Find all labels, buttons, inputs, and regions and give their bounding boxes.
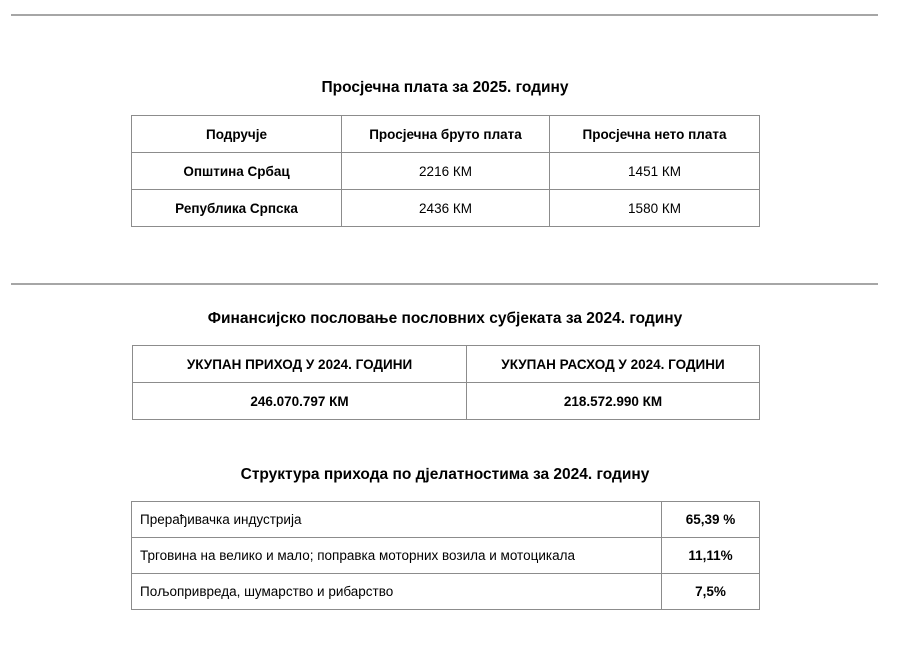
structure-title: Структура прихода по дјелатностима за 2024. годину	[240, 466, 650, 483]
table-row	[132, 538, 760, 574]
structure-activity-cell: Трговина на велико и мало; поправка моторних возила и мотоцикала	[132, 538, 662, 574]
table-row	[132, 153, 760, 190]
salary-header-row	[132, 116, 760, 153]
finance-header-income: УКУПАН ПРИХОД У 2024. ГОДИНИ	[133, 346, 467, 383]
salary-header-area: Подручје	[132, 116, 342, 153]
finance-table	[132, 345, 760, 420]
salary-net-cell: 1451 КМ	[550, 153, 760, 190]
salary-header-net: Просјечна нето плата	[550, 116, 760, 153]
finance-title: Финансијско пословање пословних субјеката за 2024. годину	[207, 310, 683, 327]
structure-activity-cell: Прерађивачка индустрија	[132, 502, 662, 538]
middle-divider	[11, 283, 878, 285]
table-row	[132, 190, 760, 227]
finance-income-value: 246.070.797 КМ	[133, 383, 467, 420]
top-divider	[11, 14, 878, 16]
salary-area-cell: Република Српска	[132, 190, 342, 227]
salary-title: Просјечна плата за 2025. годину	[321, 79, 569, 96]
structure-share-cell: 7,5%	[662, 574, 760, 610]
finance-header-expense: УКУПАН РАСХОД У 2024. ГОДИНИ	[467, 346, 760, 383]
table-row	[132, 574, 760, 610]
finance-header-row	[133, 346, 760, 383]
structure-table	[131, 501, 760, 610]
salary-header-gross: Просјечна бруто плата	[342, 116, 550, 153]
structure-share-cell: 11,11%	[662, 538, 760, 574]
finance-expense-value: 218.572.990 КМ	[467, 383, 760, 420]
salary-net-cell: 1580 КМ	[550, 190, 760, 227]
table-row	[132, 502, 760, 538]
structure-share-cell: 65,39 %	[662, 502, 760, 538]
salary-gross-cell: 2436 КМ	[342, 190, 550, 227]
structure-activity-cell: Пољопривреда, шумарство и рибарство	[132, 574, 662, 610]
salary-gross-cell: 2216 КМ	[342, 153, 550, 190]
table-row	[133, 383, 760, 420]
salary-table	[131, 115, 760, 227]
salary-area-cell: Општина Србац	[132, 153, 342, 190]
